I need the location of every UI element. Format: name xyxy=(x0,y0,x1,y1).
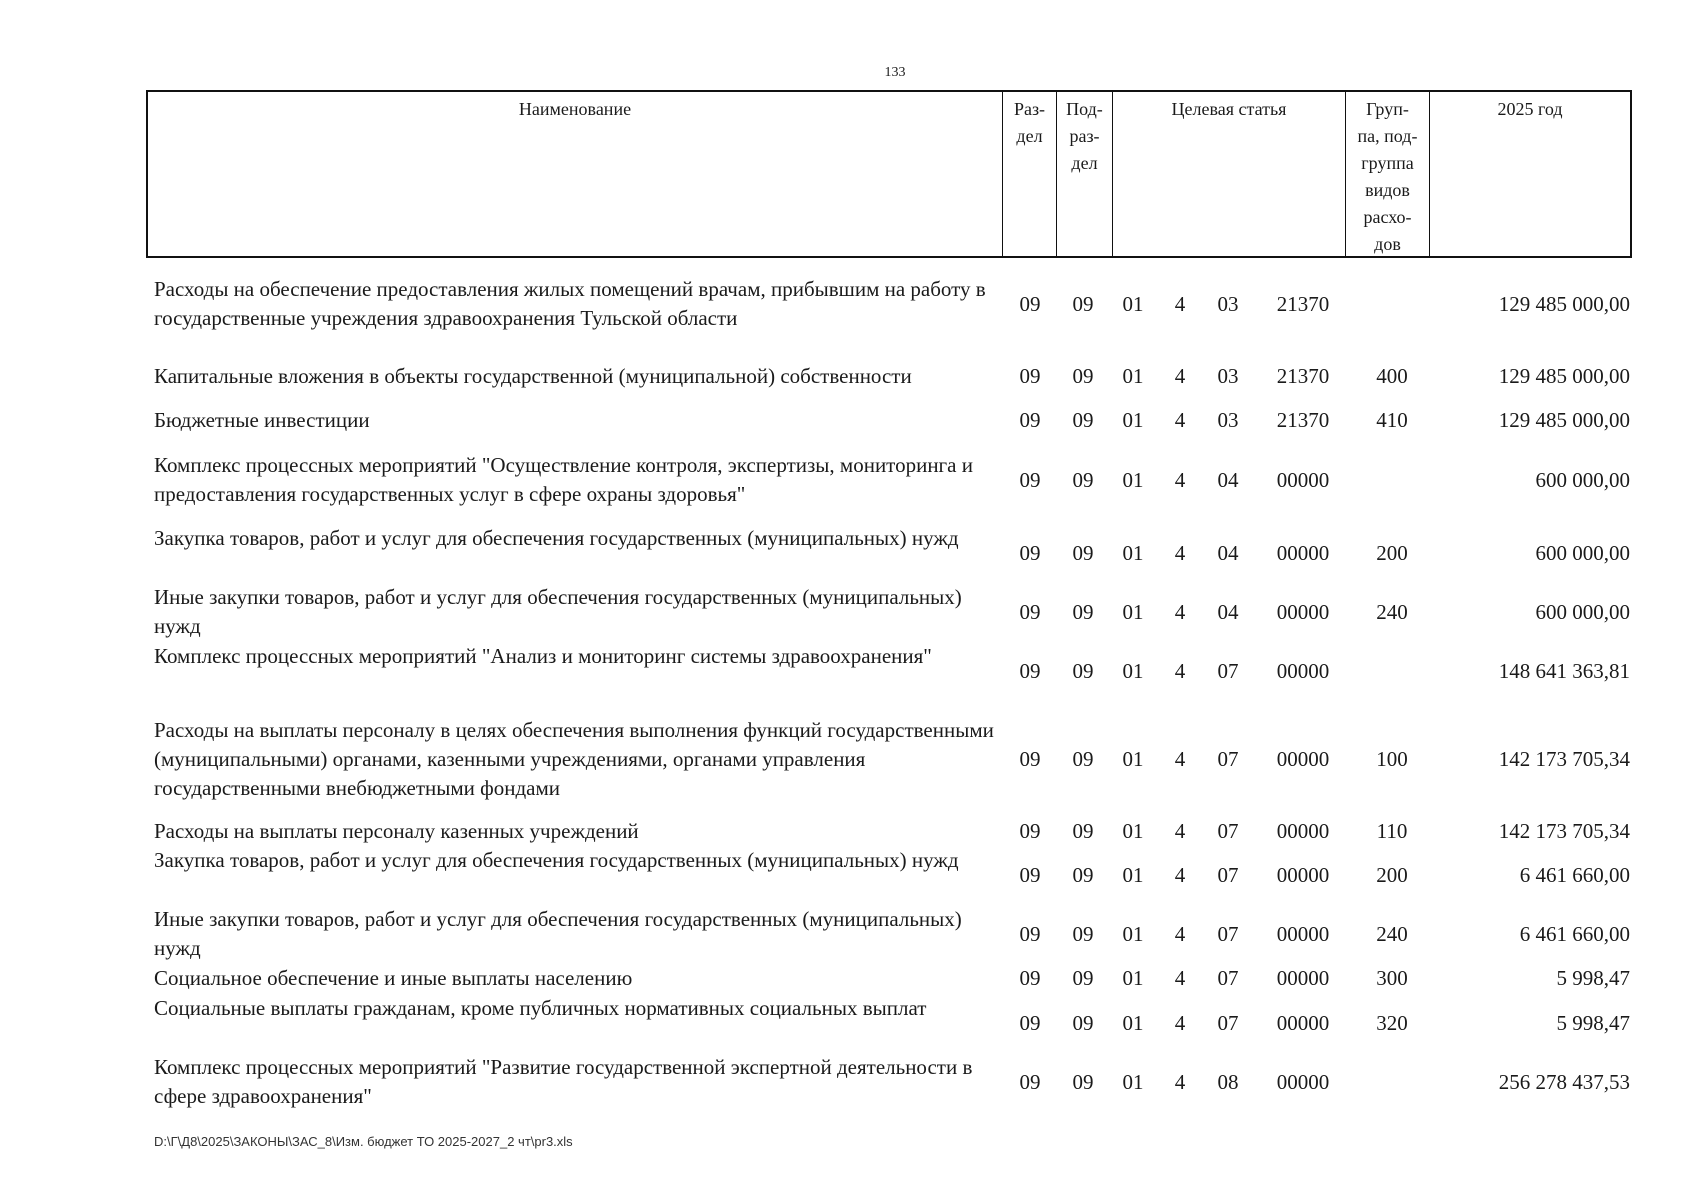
table-row xyxy=(0,524,1693,582)
header-podrazdel-line: дел xyxy=(1071,153,1098,173)
row-target-3: 07 xyxy=(1217,966,1239,990)
row-target-3: 03 xyxy=(1217,364,1239,388)
row-amount: 6 461 660,00 xyxy=(1519,921,1630,946)
row-target-2: 4 xyxy=(1174,819,1186,843)
row-target-4: 00000 xyxy=(1276,862,1330,887)
row-amount: 256 278 437,53 xyxy=(1498,1069,1630,1094)
row-razdel: 09 xyxy=(1019,966,1041,990)
header-group-line: Груп- xyxy=(1366,99,1409,119)
header-year-label: 2025 год xyxy=(1497,99,1563,119)
header-razdel-line: Раз- xyxy=(1013,99,1046,119)
row-target-2: 4 xyxy=(1174,408,1186,432)
header-group-line: па, под- xyxy=(1357,126,1418,146)
row-target-2: 4 xyxy=(1174,540,1186,565)
row-target-4: 00000 xyxy=(1276,747,1330,771)
row-target-4: 00000 xyxy=(1276,599,1330,624)
header-group-line: группа xyxy=(1361,153,1414,173)
row-target-1: 01 xyxy=(1122,408,1144,432)
row-target-4: 00000 xyxy=(1276,467,1330,492)
row-target-3: 04 xyxy=(1217,599,1239,624)
row-target-3: 07 xyxy=(1217,921,1239,946)
row-name: Иные закупки товаров, работ и услуг для обеспечения государственных (муниципальных) нужд xyxy=(154,585,962,638)
row-target-3: 07 xyxy=(1217,658,1239,683)
row-target-2: 4 xyxy=(1174,291,1186,316)
row-target-1: 01 xyxy=(1122,467,1144,492)
table-row xyxy=(0,846,1693,904)
row-name: Бюджетные инвестиции xyxy=(154,408,370,432)
row-target-2: 4 xyxy=(1174,599,1186,624)
row-podrazdel: 09 xyxy=(1072,467,1094,492)
header-podrazdel-line: раз- xyxy=(1069,126,1100,146)
header-podrazdel-line: Под- xyxy=(1066,99,1103,119)
row-target-4: 00000 xyxy=(1276,819,1330,843)
row-razdel: 09 xyxy=(1019,862,1041,887)
row-target-2: 4 xyxy=(1174,364,1186,388)
row-podrazdel: 09 xyxy=(1072,966,1094,990)
row-podrazdel: 09 xyxy=(1072,291,1094,316)
row-podrazdel: 09 xyxy=(1072,658,1094,683)
row-target-4: 21370 xyxy=(1276,291,1330,316)
row-group xyxy=(1352,451,1432,509)
row-target-3: 03 xyxy=(1217,291,1239,316)
row-amount: 600 000,00 xyxy=(1535,540,1630,565)
row-name: Расходы на выплаты персоналу в целях обеспечения выполнения функций государственными (муниципальными) органами, казенными учреждениями, органами управления государственными внебюджетными фондами xyxy=(154,718,994,800)
row-group xyxy=(1352,1053,1432,1111)
row-podrazdel: 09 xyxy=(1072,819,1094,843)
table-row xyxy=(0,716,1693,803)
row-podrazdel: 09 xyxy=(1072,921,1094,946)
row-name: Социальное обеспечение и иные выплаты населению xyxy=(154,966,633,990)
header-target-label: Целевая статья xyxy=(1171,99,1287,119)
row-target-3: 08 xyxy=(1217,1069,1239,1094)
row-podrazdel: 09 xyxy=(1072,747,1094,771)
row-target-1: 01 xyxy=(1122,862,1144,887)
row-group: 240 xyxy=(1376,599,1408,624)
table-row xyxy=(0,1053,1693,1111)
row-target-1: 01 xyxy=(1122,364,1144,388)
row-target-1: 01 xyxy=(1122,291,1144,316)
row-target-1: 01 xyxy=(1122,1010,1144,1035)
row-target-2: 4 xyxy=(1174,467,1186,492)
row-group: 300 xyxy=(1376,966,1408,990)
row-target-1: 01 xyxy=(1122,819,1144,843)
row-name: Иные закупки товаров, работ и услуг для обеспечения государственных (муниципальных) нужд xyxy=(154,907,962,960)
row-name: Расходы на выплаты персоналу казенных учреждений xyxy=(154,819,639,843)
row-group: 100 xyxy=(1376,747,1408,771)
row-amount: 142 173 705,34 xyxy=(1498,747,1630,771)
table-row xyxy=(0,362,1693,391)
row-target-2: 4 xyxy=(1174,921,1186,946)
row-target-4: 00000 xyxy=(1276,1010,1330,1035)
row-amount: 600 000,00 xyxy=(1535,599,1630,624)
row-name: Комплекс процессных мероприятий "Анализ и мониторинг системы здравоохранения" xyxy=(154,644,932,668)
row-name: Социальные выплаты гражданам, кроме публичных нормативных социальных выплат xyxy=(154,996,927,1020)
row-target-1: 01 xyxy=(1122,599,1144,624)
row-name: Комплекс процессных мероприятий "Осуществление контроля, экспертизы, мониторинга и предоставления государственных услуг в сфере охраны здоровья" xyxy=(154,453,973,506)
table-row xyxy=(0,817,1693,846)
row-target-4: 21370 xyxy=(1276,408,1330,432)
row-razdel: 09 xyxy=(1019,408,1041,432)
row-razdel: 09 xyxy=(1019,467,1041,492)
row-target-1: 01 xyxy=(1122,966,1144,990)
row-razdel: 09 xyxy=(1019,658,1041,683)
table-row xyxy=(0,451,1693,509)
row-razdel: 09 xyxy=(1019,291,1041,316)
row-target-3: 04 xyxy=(1217,540,1239,565)
row-target-1: 01 xyxy=(1122,921,1144,946)
row-amount: 129 485 000,00 xyxy=(1498,291,1630,316)
row-target-3: 07 xyxy=(1217,747,1239,771)
row-podrazdel: 09 xyxy=(1072,862,1094,887)
row-target-4: 00000 xyxy=(1276,1069,1330,1094)
header-group-line: дов xyxy=(1374,234,1401,254)
row-target-4: 00000 xyxy=(1276,658,1330,683)
row-target-1: 01 xyxy=(1122,1069,1144,1094)
row-group: 200 xyxy=(1376,862,1408,887)
row-target-4: 21370 xyxy=(1276,364,1330,388)
row-target-3: 03 xyxy=(1217,408,1239,432)
page-number: 133 xyxy=(884,65,906,80)
row-group: 240 xyxy=(1376,921,1408,946)
row-group: 410 xyxy=(1376,408,1408,432)
row-amount: 6 461 660,00 xyxy=(1519,862,1630,887)
table-row xyxy=(0,275,1693,333)
row-podrazdel: 09 xyxy=(1072,540,1094,565)
row-amount: 5 998,47 xyxy=(1556,966,1630,990)
row-amount: 129 485 000,00 xyxy=(1498,364,1630,388)
row-group: 200 xyxy=(1376,540,1408,565)
table-row xyxy=(0,583,1693,641)
header-razdel-line: дел xyxy=(1016,126,1043,146)
row-podrazdel: 09 xyxy=(1072,364,1094,388)
row-razdel: 09 xyxy=(1019,921,1041,946)
row-razdel: 09 xyxy=(1019,1069,1041,1094)
row-podrazdel: 09 xyxy=(1072,1010,1094,1035)
row-razdel: 09 xyxy=(1019,364,1041,388)
row-target-2: 4 xyxy=(1174,1010,1186,1035)
row-name: Капитальные вложения в объекты государственной (муниципальной) собственности xyxy=(154,364,912,388)
row-group: 400 xyxy=(1376,364,1408,388)
header-group-line: расхо- xyxy=(1363,207,1412,227)
row-target-2: 4 xyxy=(1174,966,1186,990)
table-row xyxy=(0,905,1693,963)
row-target-2: 4 xyxy=(1174,658,1186,683)
row-target-4: 00000 xyxy=(1276,921,1330,946)
row-name: Комплекс процессных мероприятий "Развитие государственной экспертной деятельности в сфере здравоохранения" xyxy=(154,1055,973,1108)
row-target-2: 4 xyxy=(1174,862,1186,887)
row-group xyxy=(1352,275,1432,333)
row-name: Закупка товаров, работ и услуг для обеспечения государственных (муниципальных) нужд xyxy=(154,526,959,550)
header-name-label: Наименование xyxy=(518,99,632,119)
header-group-line: видов xyxy=(1365,180,1410,200)
row-name: Расходы на обеспечение предоставления жилых помещений врачам, прибывшим на работу в государственные учреждения здравоохранения Тульской области xyxy=(154,277,986,330)
row-podrazdel: 09 xyxy=(1072,599,1094,624)
row-razdel: 09 xyxy=(1019,1010,1041,1035)
row-amount: 142 173 705,34 xyxy=(1498,819,1630,843)
row-target-3: 04 xyxy=(1217,467,1239,492)
row-amount: 600 000,00 xyxy=(1535,467,1630,492)
row-group: 110 xyxy=(1376,819,1408,843)
table-row xyxy=(0,642,1693,700)
table-row xyxy=(0,994,1693,1052)
row-target-4: 00000 xyxy=(1276,540,1330,565)
row-target-2: 4 xyxy=(1174,747,1186,771)
table-row xyxy=(0,964,1693,993)
row-amount: 148 641 363,81 xyxy=(1498,658,1630,683)
row-name: Закупка товаров, работ и услуг для обеспечения государственных (муниципальных) нужд xyxy=(154,848,959,872)
row-razdel: 09 xyxy=(1019,819,1041,843)
file-path-footer: D:\Г\Д8\2025\ЗАКОНЫ\ЗАС_8\Изм. бюджет ТО 2025-2027_2 чт\pr3.xls xyxy=(154,1134,573,1149)
row-target-4: 00000 xyxy=(1276,966,1330,990)
row-target-1: 01 xyxy=(1122,747,1144,771)
row-podrazdel: 09 xyxy=(1072,1069,1094,1094)
table-row xyxy=(0,406,1693,435)
row-target-2: 4 xyxy=(1174,1069,1186,1094)
row-razdel: 09 xyxy=(1019,540,1041,565)
row-razdel: 09 xyxy=(1019,599,1041,624)
row-amount: 5 998,47 xyxy=(1556,1010,1630,1035)
row-podrazdel: 09 xyxy=(1072,408,1094,432)
row-group: 320 xyxy=(1376,1010,1408,1035)
row-target-1: 01 xyxy=(1122,540,1144,565)
row-target-3: 07 xyxy=(1217,1010,1239,1035)
row-group xyxy=(1352,642,1432,700)
row-razdel: 09 xyxy=(1019,747,1041,771)
row-target-1: 01 xyxy=(1122,658,1144,683)
row-target-3: 07 xyxy=(1217,819,1239,843)
row-amount: 129 485 000,00 xyxy=(1498,408,1630,432)
row-target-3: 07 xyxy=(1217,862,1239,887)
